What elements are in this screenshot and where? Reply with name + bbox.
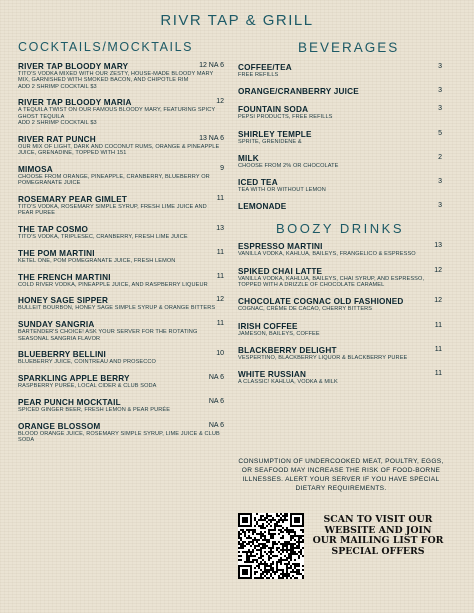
menu-item xyxy=(238,154,442,169)
menu-item-description: SPRITE, GRENIDENE & xyxy=(238,138,302,145)
menu-item xyxy=(238,130,442,145)
menu-item-name: ORANGE BLOSSOM xyxy=(18,421,101,431)
menu-item-name: ORANGE/CRANBERRY JUICE xyxy=(238,87,359,97)
menu-item-description: PEPSI PRODUCTS, FREE REFILLS xyxy=(238,114,333,121)
menu-item-description: OUR MIX OF LIGHT, DARK AND COCONUT RUMS, ORANGE & PINEAPPLE JUICE, GRENADINE, TOPPED WITH 151 xyxy=(18,143,220,157)
menu-item xyxy=(18,296,224,311)
menu-item xyxy=(18,320,224,342)
menu-item-price: 13 xyxy=(434,242,442,250)
mailing-list-promo: SCAN TO VISIT OUR WEBSITE AND JOIN OUR MAILING LIST FOR SPECIAL OFFERS xyxy=(312,514,444,557)
menu-item-name: ICED TEA xyxy=(238,178,278,188)
menu-item-price: 12 xyxy=(216,98,224,106)
page-title: RIVR TAP & GRILL xyxy=(160,12,314,29)
boozy-drinks-heading: BOOZY DRINKS xyxy=(275,221,404,237)
menu-item xyxy=(18,273,224,288)
menu-item-description: A CLASSIC! KAHLUA, VODKA & MILK xyxy=(238,379,338,386)
menu-item-description: BLUEBERRY JUICE, COINTREAU AND PROSECCO xyxy=(18,359,156,366)
menu-item-price: 11 xyxy=(216,194,224,202)
menu-item-name: THE FRENCH MARTINI xyxy=(18,272,111,282)
menu-item-name: ROSEMARY PEAR GIMLET xyxy=(18,194,128,204)
menu-item xyxy=(18,398,224,413)
menu-item-name: WHITE RUSSIAN xyxy=(238,370,307,380)
menu-item-name: MILK xyxy=(238,153,259,163)
menu-item-name: LEMONADE xyxy=(238,202,287,212)
menu-item-price: 10 xyxy=(216,350,224,358)
menu-item xyxy=(18,195,224,217)
beverages-list xyxy=(238,63,442,211)
menu-item xyxy=(238,202,442,211)
menu-item-name: PEAR PUNCH MOCKTAIL xyxy=(18,397,121,407)
menu-item-name: RIVER TAP BLOODY MARIA xyxy=(18,98,132,108)
menu-item-price: 3 xyxy=(438,105,442,113)
menu-item-addon: ADD 2 SHRIMP COCKTAIL $3 xyxy=(18,83,97,90)
menu-item-description: COLD RIVER VODKA, PINEAPPLE JUICE, AND RASPBERRY LIQUEUR xyxy=(18,281,208,288)
menu-item xyxy=(238,297,442,312)
menu-item xyxy=(238,87,442,96)
menu-item-price: NA 6 xyxy=(208,397,224,405)
menu-item-price: 11 xyxy=(216,248,224,256)
menu-item-price: 3 xyxy=(438,202,442,210)
menu-item xyxy=(18,225,224,240)
menu-item-price: 13 NA 6 xyxy=(199,134,224,142)
menu-item-name: FOUNTAIN SODA xyxy=(238,105,309,115)
menu-item-description: TITO'S VODKA MIXED WITH OUR ZESTY, HOUSE-MADE BLOODY MARY MIX, GARNISHED WITH SMOKED BACON, AND CHIPOTLE RIM xyxy=(18,71,214,84)
menu-item xyxy=(18,350,224,365)
menu-item-name: SUNDAY SANGRIA xyxy=(18,320,95,330)
menu-item-description: TITO'S VODKA, ROSEMARY SIMPLE SYRUP, FRESH LIME JUICE AND PEAR PUREE xyxy=(18,203,207,217)
menu-item xyxy=(18,422,224,444)
menu-item-price: 12 xyxy=(216,296,224,304)
menu-item-price: 11 xyxy=(216,320,224,328)
menu-item-name: IRISH COFFEE xyxy=(238,321,298,331)
menu-item-description: VANILLA VODKA, KAHLUA, BAILEYS, FRANGELICO & ESPRESSO xyxy=(238,251,416,258)
menu-item-price: 9 xyxy=(220,164,224,172)
menu-item-description: TEA WITH OR WITHOUT LEMON xyxy=(238,187,326,194)
menu-item-description: RASPBERRY PURÉE, LOCAL CIDER & CLUB SODA xyxy=(18,383,157,390)
cocktails-column xyxy=(18,40,224,452)
menu-item-name: THE POM MARTINI xyxy=(18,248,95,258)
qr-code-icon[interactable] xyxy=(238,513,304,579)
menu-item-name: COFFEE/TEA xyxy=(238,63,292,72)
menu-item xyxy=(18,165,224,187)
menu-item-description: KETEL ONE, POM POMEGRANATE JUICE, FRESH LEMON xyxy=(18,257,176,264)
menu-item-name: BLUEBERRY BELLINI xyxy=(18,350,107,360)
menu-item xyxy=(18,62,224,90)
menu-item xyxy=(238,178,442,193)
menu-item xyxy=(238,105,442,120)
menu-item-addon: ADD 2 SHRIMP COCKTAIL $3 xyxy=(18,119,97,126)
menu-item-description: BARTENDER'S CHOICE! ASK YOUR SERVER FOR THE ROTATING SEASONAL SANGRIA FLAVOR xyxy=(18,329,198,342)
menu-item-name: ESPRESSO MARTINI xyxy=(238,242,323,252)
menu-item-name: RIVER TAP BLOODY MARY xyxy=(18,62,129,71)
menu-item-name: BLACKBERRY DELIGHT xyxy=(238,345,337,355)
menu-item xyxy=(238,346,442,361)
menu-item-description: BULLEIT BOURBON, HONEY SAGE SIMPLE SYRUP & ORANGE BITTERS xyxy=(18,305,216,312)
menu-item xyxy=(238,267,442,289)
menu-item-description: VANILLA VODKA, KAHLUA, BAILEYS, CHAI SYRUP, AND ESPRESSO, TOPPED WITH A DRIZZLE OF CHOCOLATE CARAMEL xyxy=(238,275,425,289)
menu-item-description: VESPERTINO, BLACKBERRY LIQUOR & BLACKBERRY PUREE xyxy=(238,354,408,361)
beverages-column xyxy=(238,40,442,395)
menu-item-name: SHIRLEY TEMPLE xyxy=(238,129,312,139)
menu-item-price: NA 6 xyxy=(208,421,224,429)
menu-item xyxy=(18,98,224,126)
menu-item-name: THE TAP COSMO xyxy=(18,225,89,235)
menu-item-description: A TEQUILA TWIST ON OUR FAMOUS BLOODY MARY, FEATURING SPICY GHOST TEQUILA xyxy=(18,107,216,120)
menu-item-description: TITO'S VODKA, TRIPLESEC, CRANBERRY, FRESH LIME JUICE xyxy=(18,234,188,241)
menu-item-description: SPICED GINGER BEER, FRESH LEMON & PEAR PURÉE xyxy=(18,406,171,413)
menu-item-price: 3 xyxy=(438,178,442,186)
beverages-heading: BEVERAGES xyxy=(298,40,400,55)
menu-item-price: 12 xyxy=(434,266,442,274)
menu-item xyxy=(18,249,224,264)
menu-item-price: 13 xyxy=(216,225,224,233)
menu-item-price: 11 xyxy=(434,345,442,353)
menu-item xyxy=(238,63,442,78)
menu-item-description: BLOOD ORANGE JUICE, ROSEMARY SIMPLE SYRUP, LIME JUICE & CLUB SODA xyxy=(18,430,220,444)
menu-item-price: 11 xyxy=(216,272,224,280)
menu-item xyxy=(238,242,442,257)
menu-item xyxy=(238,370,442,385)
menu-item-description: CHOOSE FROM 2% OR CHOCOLATE xyxy=(238,162,339,169)
food-safety-notice: CONSUMPTION OF UNDERCOOKED MEAT, POULTRY, EGGS, OR SEAFOOD MAY INCREASE THE RISK OF FOOD-BORNE ILLNESSES. ALERT YOUR SERVER IF YOU HAVE SPECIAL DIETARY REQUIREMENTS. xyxy=(238,458,444,492)
menu-item-name: CHOCOLATE COGNAC OLD FASHIONED xyxy=(238,297,404,307)
menu-item xyxy=(18,374,224,389)
cocktails-list xyxy=(18,62,224,443)
menu-item-description: JAMESON, BAILEYS, COFFEE xyxy=(238,330,320,337)
menu-item-name: RIVER RAT PUNCH xyxy=(18,134,96,144)
menu-item xyxy=(238,322,442,337)
menu-item-description: CHOOSE FROM ORANGE, PINEAPPLE, CRANBERRY, BLUEBERRY OR POMEGRANATE JUICE xyxy=(18,173,210,187)
menu-item-price: 5 xyxy=(438,129,442,137)
menu-item-price: 12 xyxy=(434,297,442,305)
menu-item-price: 3 xyxy=(438,87,442,95)
menu-item-description: COGNAC, CRÈME DE CACAO, CHERRY BITTERS xyxy=(238,306,373,313)
cocktails-heading: COCKTAILS/MOCKTAILS xyxy=(18,40,194,54)
menu-item-price: NA 6 xyxy=(208,374,224,382)
menu-item-description: FREE REFILLS xyxy=(238,72,279,78)
menu-item-name: SPARKLING APPLE BERRY xyxy=(18,374,130,384)
menu-item-name: SPIKED CHAI LATTE xyxy=(238,266,323,276)
menu-item-name: HONEY SAGE SIPPER xyxy=(18,296,109,306)
menu-item-price: 12 NA 6 xyxy=(199,62,224,69)
boozy-drinks-list xyxy=(238,242,442,385)
menu-item xyxy=(18,135,224,157)
menu-item-price: 11 xyxy=(434,321,442,329)
menu-item-price: 11 xyxy=(434,370,442,378)
menu-item-price: 3 xyxy=(438,63,442,70)
menu-item-price: 2 xyxy=(438,153,442,161)
menu-item-name: MIMOSA xyxy=(18,164,53,174)
